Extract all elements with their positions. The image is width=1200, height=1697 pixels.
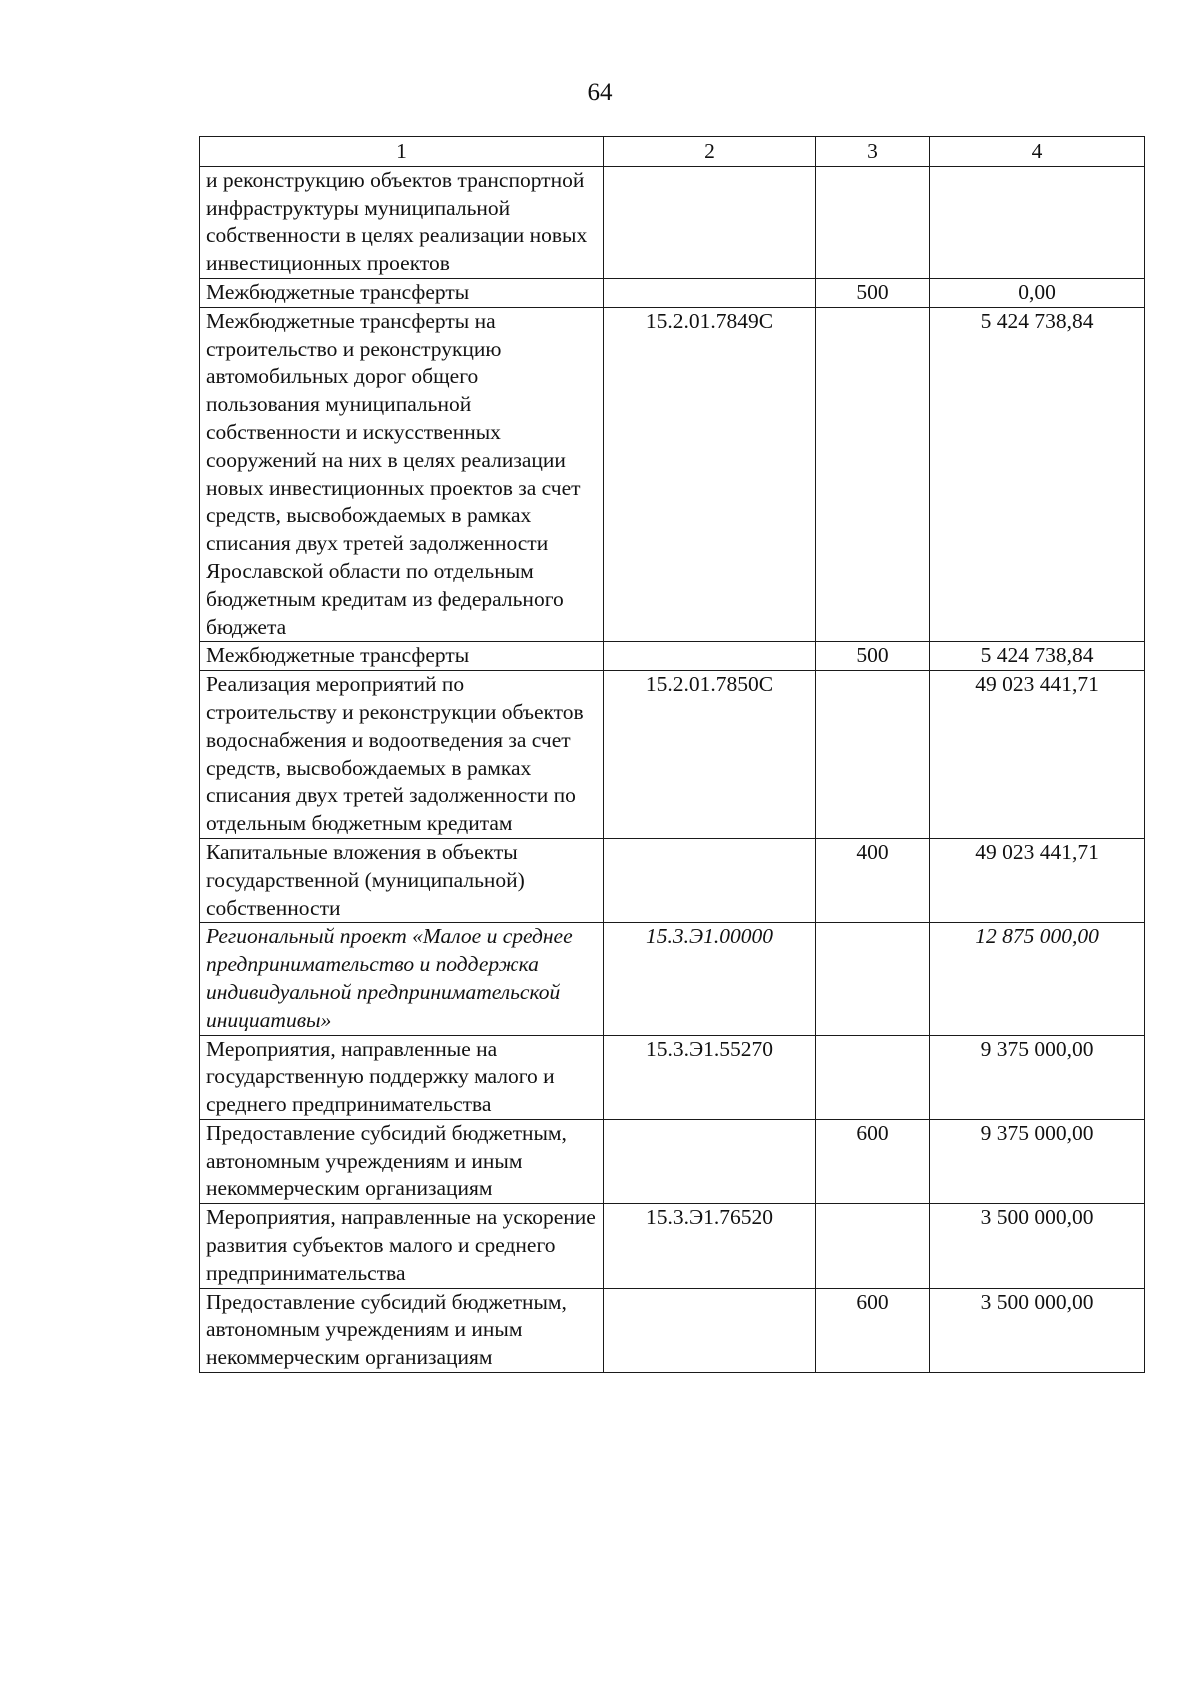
row-name: Межбюджетные трансферты на строительство и реконструкцию автомобильных дорог общего пользования муниципальной собственности и искусственных сооружений на них в целях реализации новых инвестиционных проектов за счет средств, высвобождаемых в рамках списания двух третей задолженности Ярославской области по отдельным бюджетным кредитам из федерального бюджета — [200, 307, 604, 642]
table-row — [200, 1204, 1145, 1288]
table-body — [200, 166, 1145, 1372]
table-row — [200, 838, 1145, 922]
row-sum: 0,00 — [930, 278, 1145, 307]
row-type: 600 — [816, 1119, 930, 1203]
row-name: Межбюджетные трансферты — [200, 642, 604, 671]
row-name: и реконструкцию объектов транспортной инфраструктуры муниципальной собственности в целях реализации новых инвестиционных проектов — [200, 166, 604, 278]
header-col-4: 4 — [930, 137, 1145, 167]
row-type — [816, 1035, 930, 1119]
row-code — [604, 1119, 816, 1203]
table-row — [200, 1035, 1145, 1119]
row-sum: 5 424 738,84 — [930, 307, 1145, 642]
row-type — [816, 1204, 930, 1288]
row-type: 400 — [816, 838, 930, 922]
row-name: Предоставление субсидий бюджетным, автономным учреждениям и иным некоммерческим организациям — [200, 1119, 604, 1203]
header-col-1: 1 — [200, 137, 604, 167]
row-type — [816, 671, 930, 839]
row-type — [816, 307, 930, 642]
row-code — [604, 278, 816, 307]
row-sum: 3 500 000,00 — [930, 1204, 1145, 1288]
row-sum: 49 023 441,71 — [930, 671, 1145, 839]
page-number: 64 — [587, 79, 613, 106]
table-row — [200, 671, 1145, 839]
header-col-3: 3 — [816, 137, 930, 167]
row-sum: 12 875 000,00 — [930, 923, 1145, 1035]
row-code: 15.3.Э1.55270 — [604, 1035, 816, 1119]
row-code: 15.2.01.7850С — [604, 671, 816, 839]
table-row-regional-project — [200, 923, 1145, 1035]
table-row — [200, 307, 1145, 642]
row-code — [604, 1288, 816, 1372]
table-row — [200, 642, 1145, 671]
table-row — [200, 1288, 1145, 1372]
table-header — [200, 137, 1145, 167]
row-sum: 5 424 738,84 — [930, 642, 1145, 671]
row-type — [816, 923, 930, 1035]
row-code: 15.3.Э1.76520 — [604, 1204, 816, 1288]
header-col-2: 2 — [604, 137, 816, 167]
row-sum: 9 375 000,00 — [930, 1035, 1145, 1119]
row-code — [604, 642, 816, 671]
row-code: 15.2.01.7849С — [604, 307, 816, 642]
row-name: Межбюджетные трансферты — [200, 278, 604, 307]
row-name: Региональный проект «Малое и среднее предпринимательство и поддержка индивидуальной предпринимательской инициативы» — [200, 923, 604, 1035]
budget-table — [199, 136, 1145, 1373]
row-type: 500 — [816, 278, 930, 307]
row-type: 500 — [816, 642, 930, 671]
header-row — [200, 137, 1145, 167]
row-code — [604, 838, 816, 922]
row-name: Мероприятия, направленные на ускорение развития субъектов малого и среднего предпринимательства — [200, 1204, 604, 1288]
row-sum: 9 375 000,00 — [930, 1119, 1145, 1203]
table-row — [200, 166, 1145, 278]
row-sum: 3 500 000,00 — [930, 1288, 1145, 1372]
table-row — [200, 278, 1145, 307]
row-name: Реализация мероприятий по строительству и реконструкции объектов водоснабжения и водоотведения за счет средств, высвобождаемых в рамках списания двух третей задолженности по отдельным бюджетным кредитам — [200, 671, 604, 839]
row-code — [604, 166, 816, 278]
row-name: Предоставление субсидий бюджетным, автономным учреждениям и иным некоммерческим организациям — [200, 1288, 604, 1372]
row-sum — [930, 166, 1145, 278]
row-code: 15.3.Э1.00000 — [604, 923, 816, 1035]
table-row — [200, 1119, 1145, 1203]
row-name: Мероприятия, направленные на государственную поддержку малого и среднего предпринимательства — [200, 1035, 604, 1119]
row-type — [816, 166, 930, 278]
row-type: 600 — [816, 1288, 930, 1372]
row-sum: 49 023 441,71 — [930, 838, 1145, 922]
row-name: Капитальные вложения в объекты государственной (муниципальной) собственности — [200, 838, 604, 922]
